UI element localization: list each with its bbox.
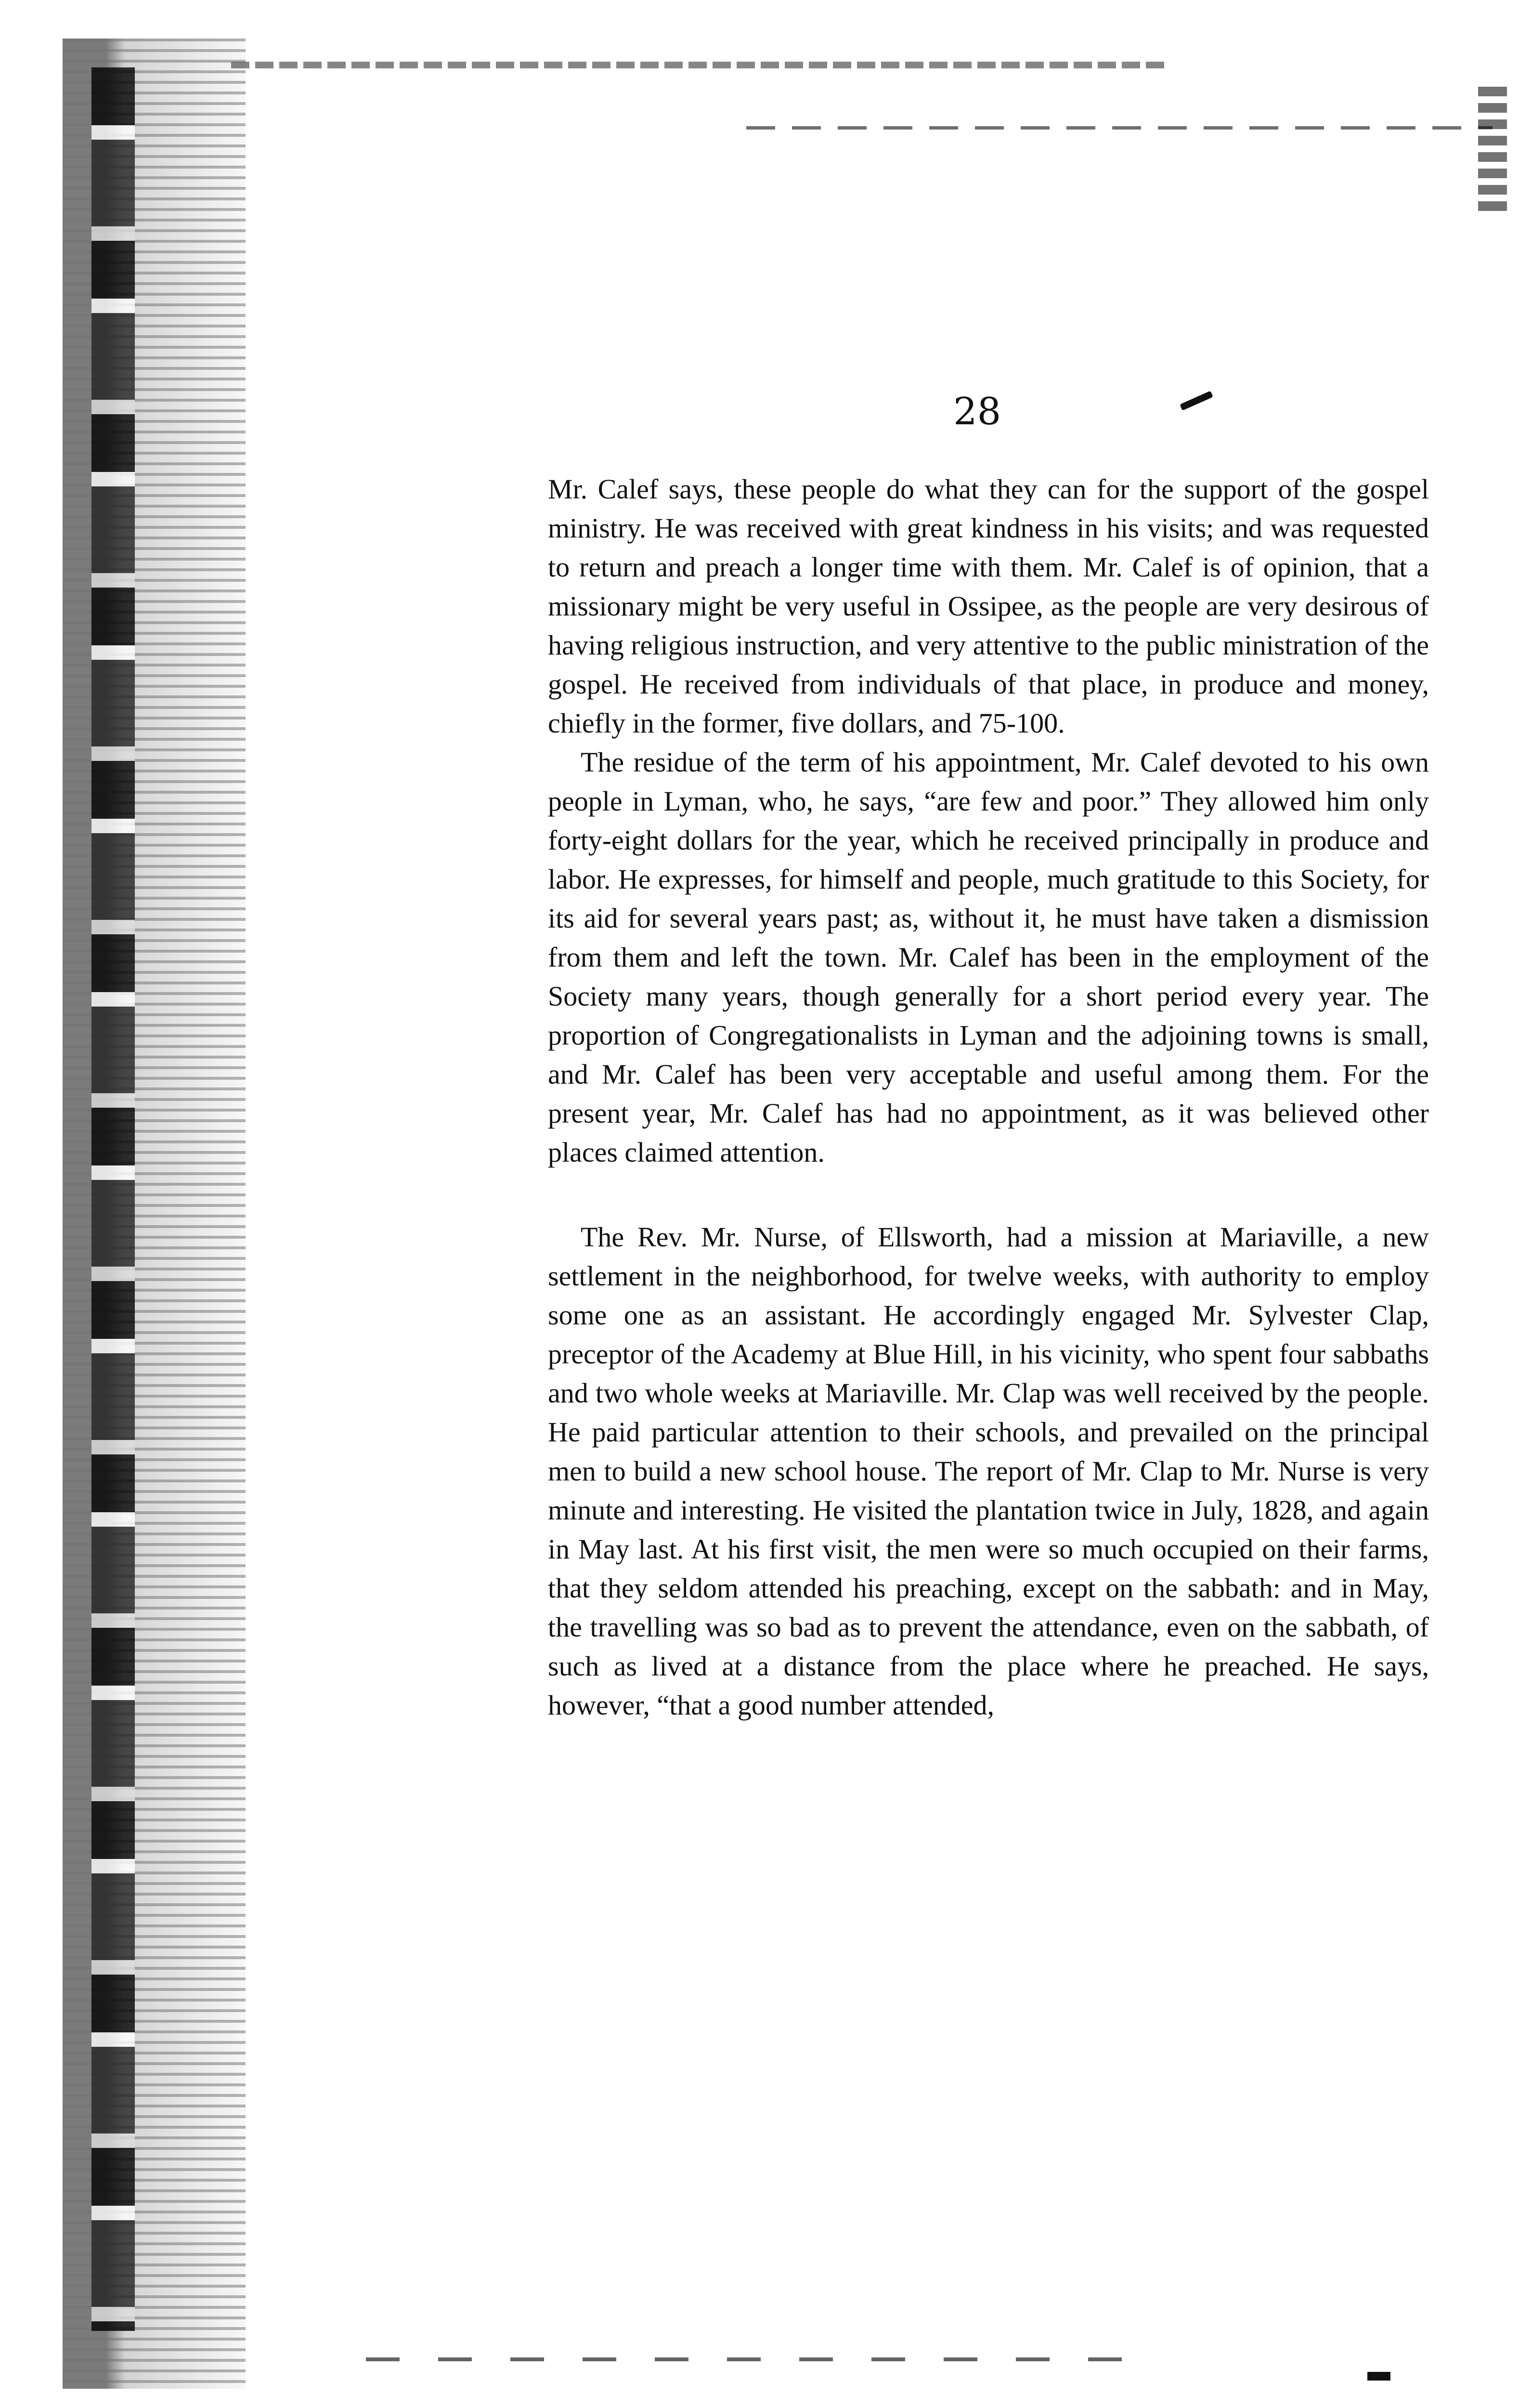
ink-mark [1180, 391, 1213, 410]
ink-mark-bottom [1367, 2372, 1390, 2381]
paragraph: The residue of the term of his appointment, Mr. Calef devoted to his own people in Lyman, who, he says, “are few and poor.” They allowed him only forty-eight dollars for the year, which he received principally in produce and labor. He expresses, for himself and people, much gratitude to this Society, for its aid for several years past; as, without it, he must have taken a dismission from them and left the town. Mr. Calef has been in the employment of the Society many years, though generally for a short period every year. The proportion of Congregationalists in Lyman and the adjoining towns is small, and Mr. Calef has been very acceptable and useful among them. For the present year, Mr. Calef has had no appointment, as it was believed other places claimed attention. [548, 746, 1429, 1168]
top-edge-line [746, 126, 1493, 130]
body-text [548, 470, 1429, 1725]
right-edge-artifact [1478, 87, 1507, 212]
page-number: 28 [953, 390, 1001, 433]
top-edge-artifact [231, 62, 1170, 68]
bottom-edge-line [366, 2357, 1136, 2361]
book-spine-artifact [91, 67, 135, 2331]
book-binding-shadow [63, 39, 246, 2389]
paragraph: Mr. Calef says, these people do what they can for the support of the gospel ministry. He was received with great kindness in his visits; and was requested to return and preach a longer time with them. Mr. Calef is of opinion, that a missionary might be very useful in Ossipee, as the people are very desirous of having religious instruction, and very attentive to the public ministration of the gospel. He received from individuals of that place, in produce and money, chiefly in the former, five dollars, and 75-100. [548, 473, 1429, 739]
paragraph: The Rev. Mr. Nurse, of Ellsworth, had a mission at Mariaville, a new settlement in the neighborhood, for twelve weeks, with authority to employ some one as an assistant. He accordingly engaged Mr. Sylvester Clap, preceptor of the Academy at Blue Hill, in his vicinity, who spent four sabbaths and two whole weeks at Mariaville. Mr. Clap was well received by the people. He paid particular attention to their schools, and prevailed on the principal men to build a new school house. The report of Mr. Clap to Mr. Nurse is very minute and interesting. He visited the plantation twice in July, 1828, and again in May last. At his first visit, the men were so much occupied on their farms, that they seldom attended his preaching, except on the sabbath: and in May, the travelling was so bad as to prevent the attendance, even on the sabbath, of such as lived at a distance from the place where he preached. He says, however, “that a good number attended, [548, 1221, 1429, 1721]
